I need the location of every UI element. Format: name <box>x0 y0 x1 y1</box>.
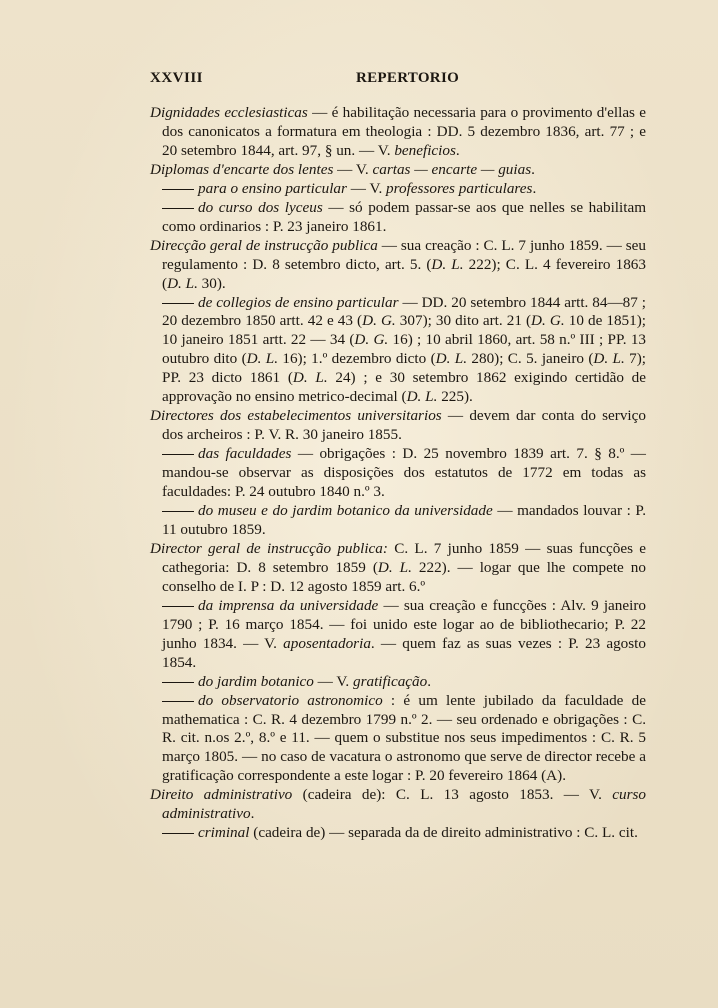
italic-text: da imprensa da universidade <box>198 596 379 614</box>
italic-text: de collegios de ensino particular <box>198 293 399 311</box>
index-entries <box>150 104 646 843</box>
repeat-dash <box>162 303 194 304</box>
italic-text: criminal <box>198 824 250 842</box>
entry-text: . — quem faz as suas vezes : P. 23 agosto 1854. <box>162 634 646 671</box>
italic-text: D. L. <box>292 369 328 387</box>
entry-text: — só podem passar-se aos que nelles se habilitam como ordinarios : P. 23 janeiro 1861. <box>162 198 647 235</box>
italic-text: Direito administrativo <box>150 786 293 804</box>
repeat-dash <box>162 701 194 702</box>
entry-text: — sua creação : C. L. 7 junho 1859. — seu regulamento : D. 8 setembro dicto, art. 5. ( <box>162 236 646 273</box>
repeat-dash <box>162 189 194 190</box>
entry-text: 16) ; 10 abril 1860, art. 58 n.º III ; PP. 13 outubro dito ( <box>162 331 647 368</box>
italic-text: D. L. <box>431 255 464 273</box>
italic-text: Directores dos estabelecimentos universitarios <box>150 407 442 425</box>
entry-text: : é um lente jubilado da faculdade de mathematica : C. R. 4 dezembro 1799 n.º 2. — seu ordenado e obrigações : C. R. cit. n.os 2.º, 8.º e 11. — quem o substitue nos seus impedimentos : C. R. 5 março 1805. — no caso de vacatura o astronomo que serve de director recebe a gratificação correspondente a este logar : P. 20 fevereiro 1864 (A). <box>162 691 646 785</box>
repeat-dash <box>162 833 194 834</box>
page-number: XXVIII <box>150 70 204 86</box>
italic-text: curso administrativo <box>162 786 646 823</box>
entry-text: 30). <box>197 274 226 292</box>
index-subentry <box>150 692 646 787</box>
entry-text: . <box>250 805 255 823</box>
repeat-dash <box>162 606 194 607</box>
index-entry <box>150 237 646 294</box>
index-subentry <box>150 180 646 199</box>
repeat-dash <box>162 682 194 683</box>
italic-text: do curso dos lyceus <box>198 198 323 216</box>
italic-text: Direcção geral de instrucção publica <box>150 236 378 254</box>
index-subentry <box>150 597 646 673</box>
index-subentry <box>150 199 646 237</box>
repeat-dash <box>162 208 194 209</box>
index-subentry <box>150 294 646 408</box>
entry-text: (cadeira de) — separada da de direito administrativo : C. L. cit. <box>249 824 638 842</box>
italic-text: D. G. <box>531 312 565 330</box>
entry-text: . <box>531 160 535 178</box>
index-subentry <box>150 502 646 540</box>
italic-text: gratificação <box>352 672 428 690</box>
entry-text: 222); C. L. 4 fevereiro 1863 ( <box>162 255 646 292</box>
entry-text: 280); C. 5. janeiro ( <box>467 350 594 368</box>
italic-text: cartas — encarte — guias <box>372 160 532 178</box>
italic-text: para o ensino particular <box>198 179 347 197</box>
italic-text: Dignidades ecclesiasticas <box>150 104 308 121</box>
repeat-dash <box>162 454 194 455</box>
entry-text: 10 de 1851); 10 janeiro 1851 artt. 22 — 34 ( <box>162 312 647 349</box>
italic-text: D. L. <box>406 388 438 406</box>
entry-text: . <box>427 672 432 690</box>
entry-text: — V. <box>346 179 387 197</box>
entry-text: — é habilitação necessaria para o provimento d'ellas e dos canonicatos a formatura em theologia : DD. 5 dezembro 1836, art. 77 ; e 20 setembro 1844, art. 97, § un. — V. <box>162 104 646 159</box>
italic-text: D. L. <box>593 350 625 368</box>
italic-text: Director geral de instrucção publica: <box>150 539 388 557</box>
italic-text: Diplomas d'encarte dos lentes <box>150 160 334 178</box>
italic-text: D. G. <box>362 312 396 330</box>
italic-text: do observatorio astronomico <box>198 691 383 709</box>
italic-text: D. G. <box>354 331 389 349</box>
entry-text: C. L. 7 junho 1859 — suas funcções e cathegoria: D. 8 setembro 1859 ( <box>162 539 646 576</box>
repeat-dash <box>162 511 194 512</box>
entry-text: — V. <box>313 672 353 690</box>
entry-text: — V. <box>333 160 373 178</box>
index-entry <box>150 104 646 161</box>
italic-text: D. L. <box>435 350 468 368</box>
entry-text: 7); PP. 23 dicto 1861 ( <box>162 350 647 387</box>
italic-text: D. L. <box>377 558 412 576</box>
index-subentry <box>150 445 646 502</box>
entry-text: (cadeira de): C. L. 13 agosto 1853. — V. <box>292 786 613 804</box>
entry-text: 222). — logar que lhe compete no conselho de I. P : D. 12 agosto 1859 art. 6.º <box>162 558 646 595</box>
entry-text: — devem dar conta do serviço dos archeiros : P. V. R. 30 janeiro 1855. <box>162 407 646 444</box>
entry-text: — DD. 20 setembro 1844 artt. 84—87 ; 20 dezembro 1850 artt. 42 e 43 ( <box>162 293 646 330</box>
entry-text: — sua creação e funcções : Alv. 9 janeiro 1790 ; P. 16 março 1854. — foi unido este logar ao de bibliothecario; P. 22 junho 1834. — V. <box>162 596 647 652</box>
entry-text: 225). <box>437 388 473 406</box>
index-entry <box>150 540 646 597</box>
index-entry <box>150 161 646 180</box>
index-entry <box>150 407 646 445</box>
running-head: REPERTORIO <box>356 70 460 86</box>
entry-text: 24) ; e 30 setembro 1862 exigindo certidão de approvação no ensino metrico-decimal ( <box>162 369 646 406</box>
italic-text: das faculdades <box>198 445 292 463</box>
page-header <box>150 70 640 94</box>
entry-text: 307); 30 dito art. 21 ( <box>395 312 532 330</box>
italic-text: D. L. <box>167 274 198 292</box>
index-subentry <box>150 824 646 843</box>
italic-text: aposentadoria <box>283 634 371 652</box>
italic-text: D. L. <box>246 350 279 368</box>
italic-text: do jardim botanico <box>198 672 314 690</box>
italic-text: do museu e do jardim botanico da universidade <box>198 502 493 520</box>
entry-text: . <box>455 141 460 159</box>
entry-text: . <box>532 179 537 197</box>
italic-text: beneficios <box>394 141 456 159</box>
entry-text: — obrigações : D. 25 novembro 1839 art. 7. § 8.º — mandou-se observar as disposições dos estatutos de 1772 em todas as faculdades: P. 24 outubro 1840 n.º 3. <box>162 445 646 501</box>
index-subentry <box>150 673 646 692</box>
entry-text: 16); 1.º dezembro dicto ( <box>278 350 436 368</box>
index-entry <box>150 786 646 824</box>
italic-text: professores particulares <box>386 179 533 197</box>
entry-text: — mandados louvar : P. 11 outubro 1859. <box>162 502 646 538</box>
